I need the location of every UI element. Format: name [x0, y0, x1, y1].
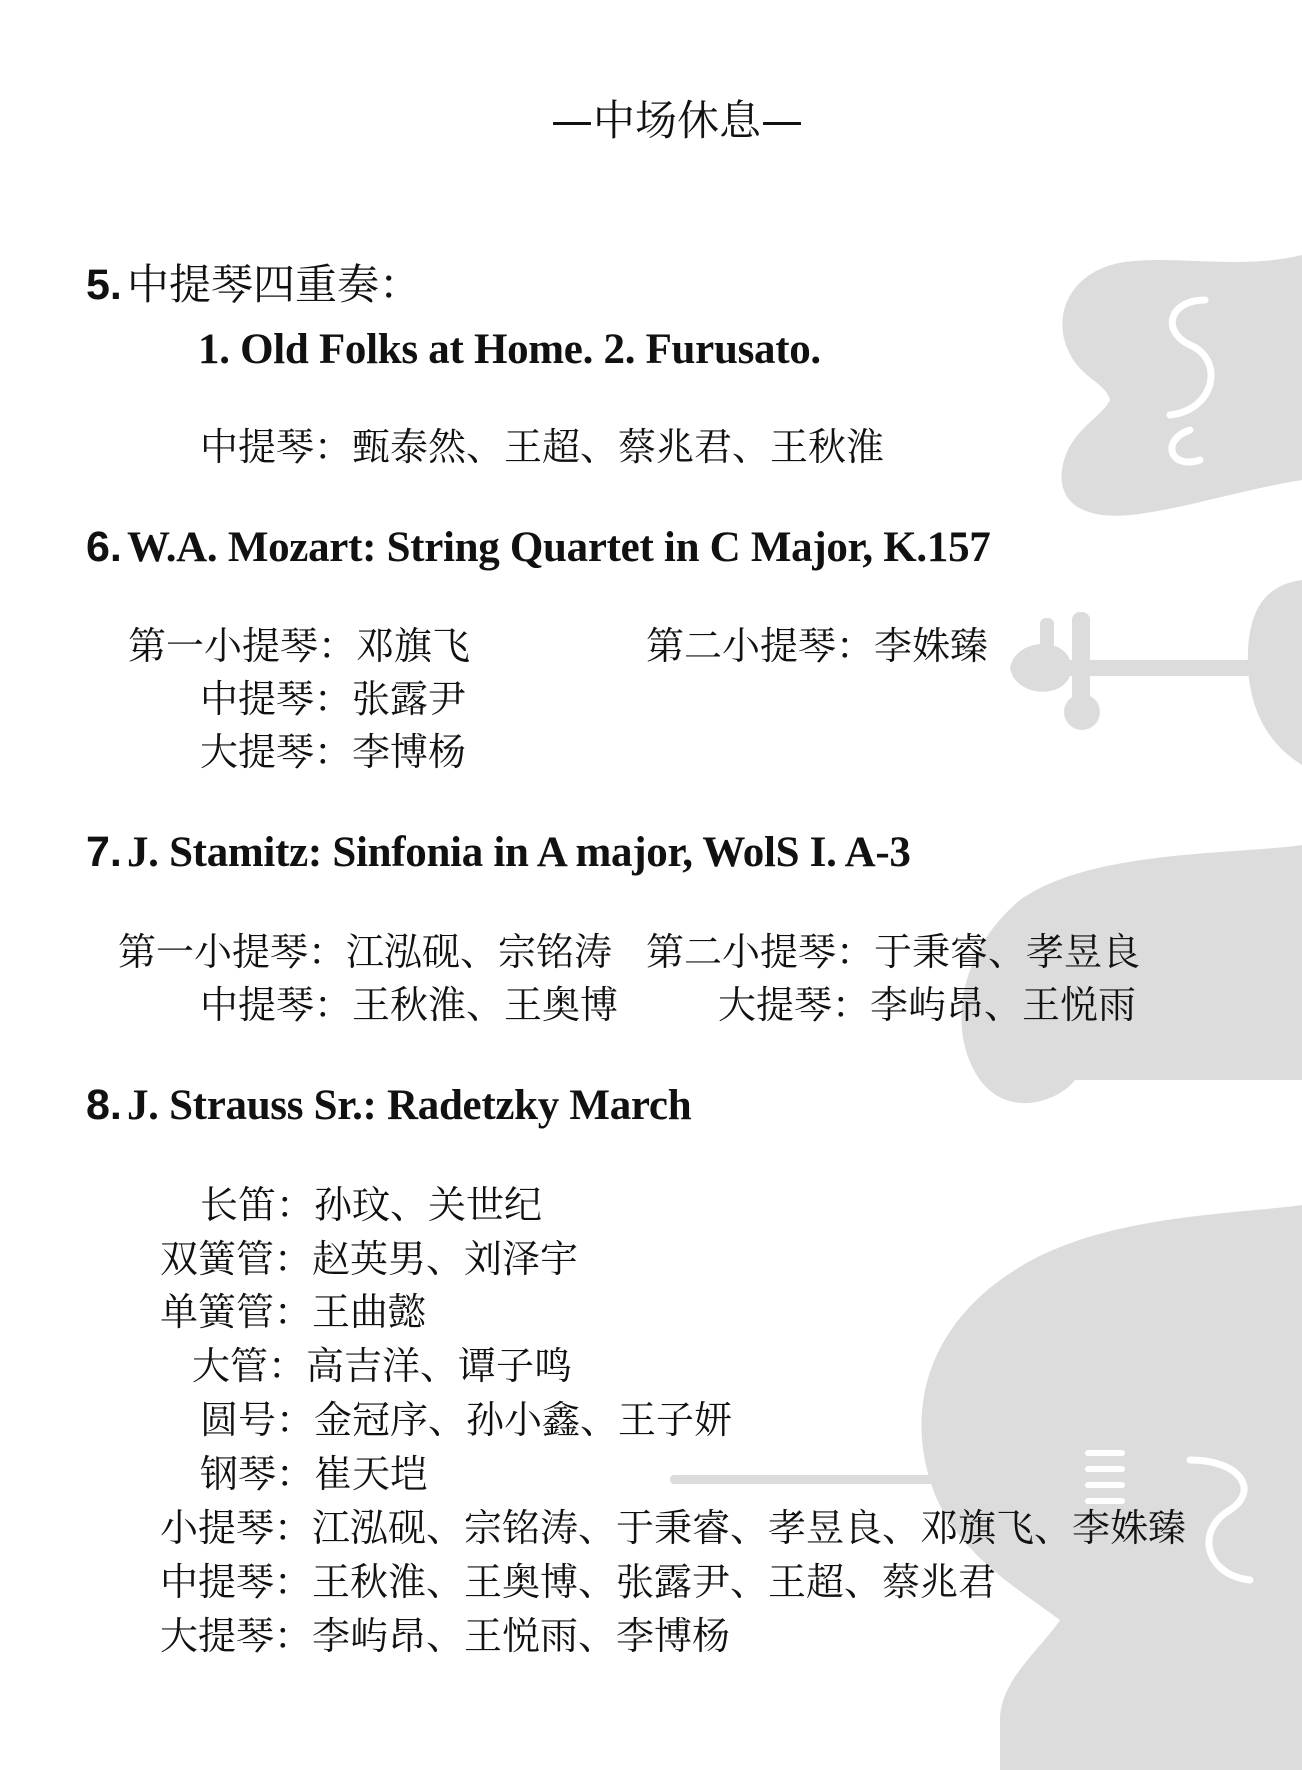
section-7-player-row — [200, 983, 619, 1027]
player-names: 李博杨 — [352, 730, 467, 774]
player-role: 双簧管： — [160, 1237, 313, 1281]
section-7-player-row — [718, 983, 1137, 1027]
player-role: 第二小提琴： — [646, 624, 875, 668]
player-role: 大提琴： — [718, 983, 871, 1027]
player-names: 金冠序、孙小鑫、王子妍 — [314, 1398, 733, 1442]
player-names: 甄泰然、王超、蔡兆君、王秋淮 — [352, 425, 885, 469]
section-8-player-row — [200, 1452, 429, 1496]
section-5-heading — [86, 260, 421, 309]
player-role: 中提琴： — [160, 1560, 313, 1604]
section-5-subtitle: 1. Old Folks at Home. 2. Furusato. — [198, 326, 821, 373]
section-8-player-row — [200, 1398, 733, 1442]
section-6-player-row — [128, 624, 471, 668]
section-7-number: 7. — [86, 828, 122, 876]
player-names: 江泓砚、宗铭涛 — [346, 930, 613, 974]
player-names: 王曲懿 — [312, 1290, 427, 1334]
player-role: 小提琴： — [160, 1506, 313, 1550]
intermission-heading: —中场休息— — [551, 96, 804, 145]
player-role: 圆号： — [200, 1398, 315, 1442]
section-8-player-row — [200, 1183, 543, 1227]
player-names: 江泓砚、宗铭涛、于秉睿、孝昱良、邓旗飞、李姝臻 — [312, 1506, 1187, 1550]
section-6-player-row — [200, 730, 467, 774]
section-8-player-row — [160, 1290, 427, 1334]
section-6-number: 6. — [86, 523, 122, 571]
section-8-heading — [86, 1081, 692, 1129]
player-names: 赵英男、刘泽宇 — [312, 1237, 579, 1281]
player-names: 崔天垲 — [314, 1452, 429, 1496]
player-names: 王秋淮、王奥博 — [352, 983, 619, 1027]
player-role: 第一小提琴： — [128, 624, 357, 668]
section-8-player-row — [160, 1237, 579, 1281]
section-5-title: 中提琴四重奏： — [126, 260, 421, 309]
section-5-player-row — [200, 425, 885, 469]
player-names: 邓旗飞 — [356, 624, 471, 668]
section-8-player-row — [192, 1344, 573, 1388]
player-role: 大提琴： — [160, 1614, 313, 1658]
section-7-player-row — [646, 930, 1141, 974]
section-6-player-row — [646, 624, 989, 668]
section-8-title: J. Strauss Sr.: Radetzky March — [126, 1082, 692, 1129]
section-8-player-row — [160, 1506, 1187, 1550]
section-7-heading — [86, 828, 911, 876]
player-names: 李屿昂、王悦雨 — [870, 983, 1137, 1027]
section-6-title: W.A. Mozart: String Quartet in C Major, K.157 — [126, 524, 991, 571]
section-8-player-row — [160, 1560, 997, 1604]
player-names: 高吉洋、谭子鸣 — [306, 1344, 573, 1388]
player-names: 于秉睿、孝昱良 — [874, 930, 1141, 974]
player-role: 中提琴： — [200, 677, 353, 721]
player-role: 大提琴： — [200, 730, 353, 774]
player-names: 李姝臻 — [874, 624, 989, 668]
player-names: 王秋淮、王奥博、张露尹、王超、蔡兆君 — [312, 1560, 997, 1604]
player-role: 大管： — [192, 1344, 307, 1388]
player-names: 李屿昂、王悦雨、李博杨 — [312, 1614, 731, 1658]
section-7-title: J. Stamitz: Sinfonia in A major, WolS I. A-3 — [126, 829, 911, 876]
player-names: 张露尹 — [352, 677, 467, 721]
player-role: 中提琴： — [200, 425, 353, 469]
section-6-heading — [86, 523, 991, 571]
section-5-number: 5. — [86, 261, 122, 309]
player-role: 第二小提琴： — [646, 930, 875, 974]
player-role: 第一小提琴： — [118, 930, 347, 974]
section-8-player-row — [160, 1614, 731, 1658]
player-role: 钢琴： — [200, 1452, 315, 1496]
player-role: 单簧管： — [160, 1290, 313, 1334]
player-names: 孙玟、关世纪 — [314, 1183, 543, 1227]
section-7-player-row — [118, 930, 613, 974]
player-role: 中提琴： — [200, 983, 353, 1027]
section-8-number: 8. — [86, 1081, 122, 1129]
player-role: 长笛： — [200, 1183, 315, 1227]
section-6-player-row — [200, 677, 467, 721]
